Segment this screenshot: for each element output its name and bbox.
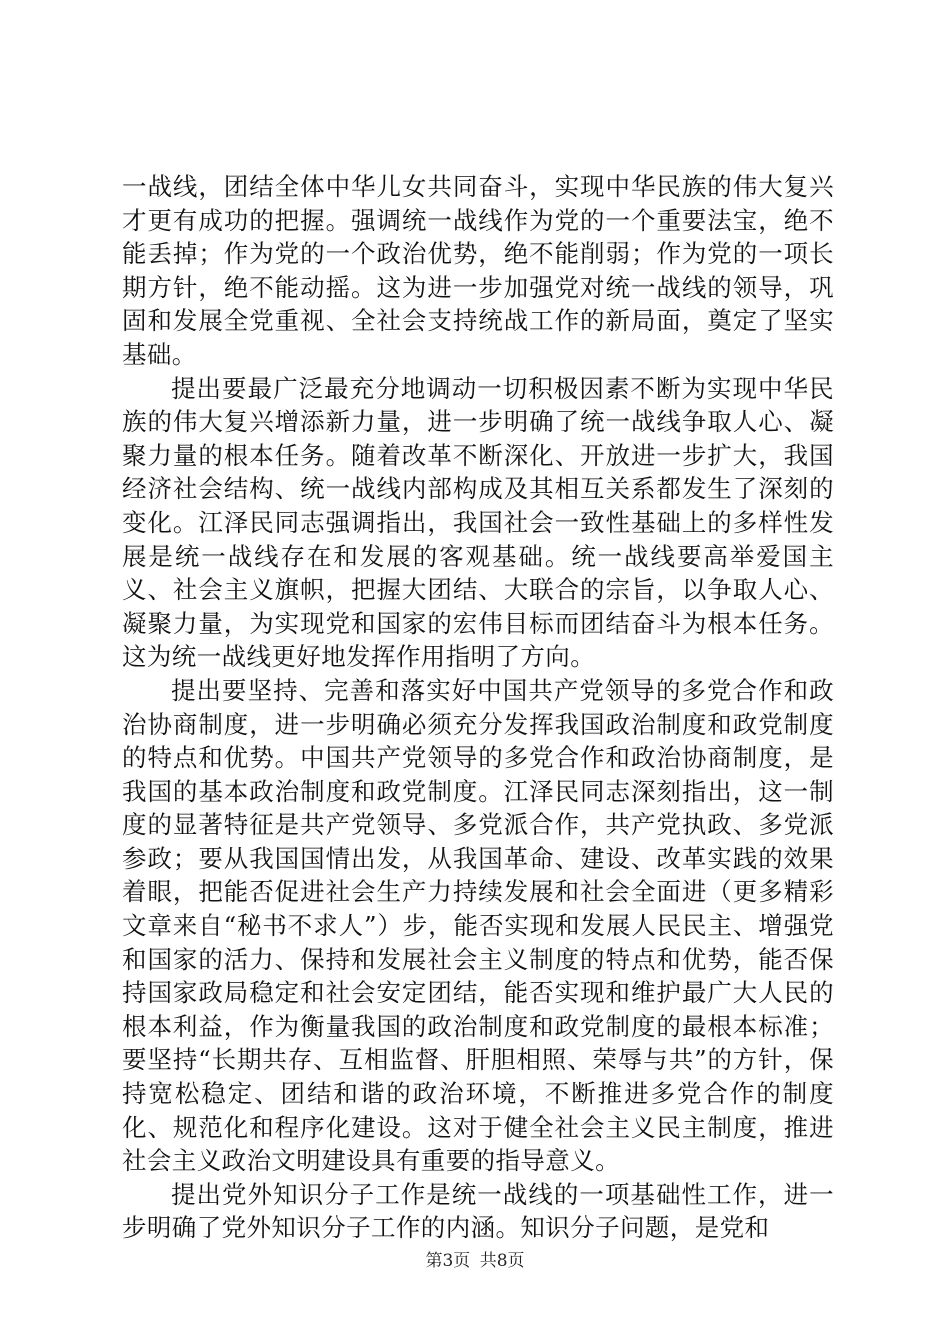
paragraph-4: 提出党外知识分子工作是统一战线的一项基础性工作，进一步明确了党外知识分子工作的内涵。知识分子问题，是党和 [122,1179,834,1243]
page-total: 共8页 [479,1251,525,1271]
paragraph-1: 一战线，团结全体中华儿女共同奋斗，实现中华民族的伟大复兴才更有成功的把握。强调统一战线作为党的一个重要法宝，绝不能丢掉；作为党的一个政治优势，绝不能削弱；作为党的一项长期方针，绝不能动摇。这为进一步加强党对统一战线的领导，巩固和发展全党重视、全社会支持统战工作的新局面，奠定了坚实基础。 [122,172,834,369]
document-body [122,170,834,1245]
paragraph-2: 提出要最广泛最充分地调动一切积极因素不断为实现中华民族的伟大复兴增添新力量，进一步明确了统一战线争取人心、凝聚力量的根本任务。随着改革不断深化、开放进一步扩大，我国经济社会结构、统一战线内部构成及其相互关系都发生了深刻的变化。江泽民同志强调指出，我国社会一致性基础上的多样性发展是统一战线存在和发展的客观基础。统一战线要高举爱国主义、社会主义旗帜，把握大团结、大联合的宗旨，以争取人心、凝聚力量，为实现党和国家的宏伟目标而团结奋斗为根本任务。这为统一战线更好地发挥作用指明了方向。 [122,373,834,672]
page-number: 第3页 [425,1251,471,1271]
page-footer [0,1246,950,1271]
paragraph-3: 提出要坚持、完善和落实好中国共产党领导的多党合作和政治协商制度，进一步明确必须充分发挥我国政治制度和政党制度的特点和优势。中国共产党领导的多党合作和政治协商制度，是我国的基本政治制度和政党制度。江泽民同志深刻指出，这一制度的显著特征是共产党领导、多党派合作，共产党执政、多党派参政；要从我国国情出发，从我国革命、建设、改革实践的效果着眼，把能否促进社会生产力持续发展和社会全面进（更多精彩文章来自“秘书不求人”）步，能否实现和发展人民民主、增强党和国家的活力、保持和发展社会主义制度的特点和优势，能否保持国家政局稳定和社会安定团结，能否实现和维护最广大人民的根本利益，作为衡量我国的政治制度和政党制度的最根本标准；要坚持“长期共存、互相监督、肝胆相照、荣辱与共”的方针，保持宽松稳定、团结和谐的政治环境，不断推进多党合作的制度化、规范化和程序化建设。这对于健全社会主义民主制度，推进社会主义政治文明建设具有重要的指导意义。 [122,675,834,1176]
